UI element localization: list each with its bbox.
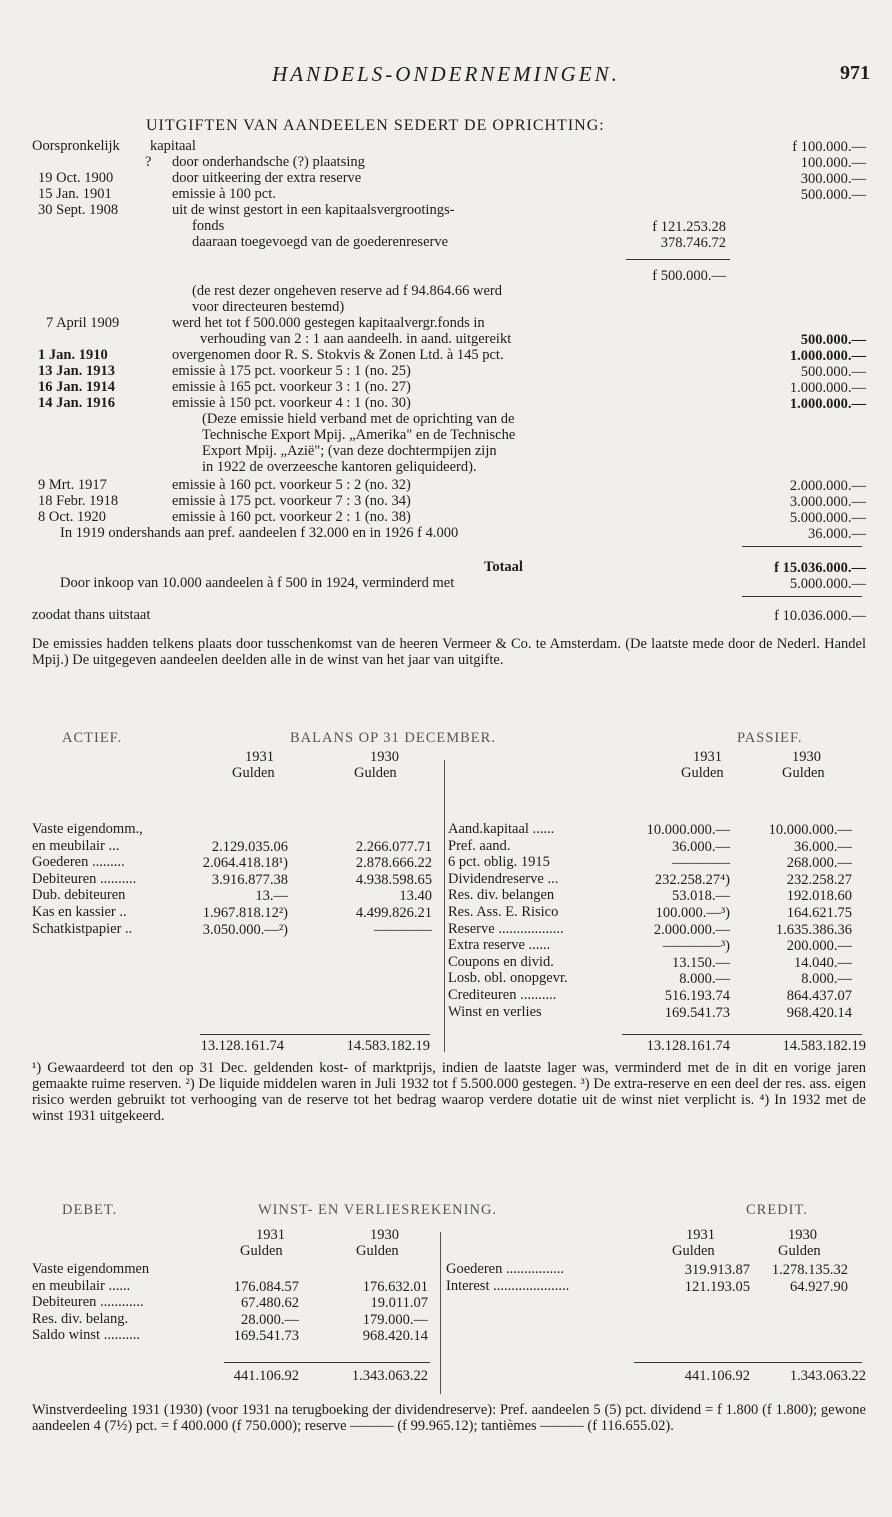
subtotal-amount: f 500.000.—	[652, 268, 726, 284]
passief-total-b: 14.583.182.19	[782, 1038, 866, 1054]
row-label: Dividendreserve ...	[448, 870, 559, 887]
row-value-1930: 268.000.—	[786, 855, 852, 872]
issues-title: UITGIFTEN VAN AANDEELEN SEDERT DE OPRICHTING:	[146, 117, 605, 134]
onderhands-amount: 36.000.—	[808, 526, 866, 542]
debet-total-rule	[224, 1362, 430, 1363]
issue-row-text: emissie à 175 pct. voorkeur 5 : 1 (no. 25)	[172, 363, 411, 379]
actief-total-b: 14.583.182.19	[346, 1038, 430, 1054]
row-value-1931: 13.150.—	[672, 954, 730, 971]
credit-total-rule	[634, 1362, 862, 1363]
row-value-1930: 968.420.14	[786, 1004, 852, 1021]
row-value-1930: 4.499.826.21	[355, 905, 432, 921]
row-value-1931: 2.129.035.06	[211, 838, 288, 855]
issue-row-amount: 300.000.—	[800, 171, 866, 187]
row-value-1931: 67.480.62	[241, 1295, 299, 1312]
balance-right-label: PASSIEF.	[737, 730, 803, 746]
issue-row-text: uit de winst gestort in een kapitaalsvergrootings-	[172, 202, 455, 218]
onderhands-line: In 1919 ondershands aan pref. aandeelen f 32.000 en in 1926 f 4.000	[60, 525, 459, 541]
balance-divider	[444, 760, 445, 1052]
issue-row-date: 30 Sept. 1908	[38, 202, 119, 218]
issue-row-text: emissie à 160 pct. voorkeur 2 : 1 (no. 38)	[172, 509, 411, 525]
deze-note: (Deze emissie hield verband met de oprichting van de	[202, 411, 515, 427]
emissions-paragraph: De emissies hadden telkens plaats door tusschenkomst van de heeren Vermeer & Co. te Amsterdam. (De laatste mede door de Nederl. Handel Mpij.) De uitgegeven aandeelen deelden alle in de winst van het jaar van uitgifte.	[32, 636, 866, 668]
row-label: Res. div. belang.	[32, 1310, 129, 1327]
issue-row-amount: 1.000.000.—	[789, 396, 866, 412]
credit-total-a: 441.106.92	[684, 1368, 750, 1384]
row-value-1931: 516.193.74	[664, 988, 730, 1004]
debet-total-b: 1.343.063.22	[351, 1368, 428, 1384]
row-value-1930: 14.040.—	[794, 954, 852, 971]
issue-row-date: 18 Febr. 1918	[38, 493, 119, 509]
wv-divider	[440, 1232, 441, 1394]
issue-row-date: 9 Mrt. 1917	[38, 477, 107, 493]
deze-note: in 1922 de overzeesche kantoren geliquideerd).	[202, 459, 477, 475]
issue-row-date: 14 Jan. 1916	[38, 395, 115, 411]
row-label: 6 pct. oblig. 1915	[448, 854, 550, 871]
row-value-1931: 53.018.—	[672, 888, 730, 905]
rest-note: (de rest dezer ongeheven reserve ad f 94.864.66 werd	[192, 283, 503, 299]
col-year: 1930	[370, 1227, 399, 1243]
row-label: Vaste eigendomm.,	[32, 821, 143, 837]
col-unit: Gulden	[782, 765, 825, 781]
issue-row-text: door onderhandsche (?) plaatsing	[172, 154, 365, 170]
row-value-1930: 200.000.—	[786, 938, 852, 955]
row-value-1930: 36.000.—	[794, 838, 852, 855]
row-label: Saldo winst ..........	[32, 1327, 140, 1344]
row-value-1930: 1.278.135.32	[771, 1262, 848, 1278]
issue-row-amount: 2.000.000.—	[789, 478, 866, 494]
issue-row-date: 8 Oct. 1920	[38, 509, 107, 525]
zoodat-line: zoodat thans uitstaat	[32, 607, 151, 623]
row-label: Res. Ass. E. Risico	[448, 904, 559, 920]
row-value-1931: 2.064.418.18¹)	[202, 855, 288, 872]
row-value-1931: 169.541.73	[664, 1004, 730, 1021]
running-title: HANDELS-ONDERNEMINGEN.	[272, 62, 620, 86]
issue-row-amount: 3.000.000.—	[789, 494, 866, 510]
row-value-1931: 2.000.000.—	[653, 921, 730, 938]
issue-row-amount: 1.000.000.—	[789, 380, 866, 396]
totaal-amount: f 15.036.000.—	[774, 560, 866, 576]
row-value-1931: 176.084.57	[233, 1278, 299, 1295]
row-value-1930: 1.635.386.36	[775, 921, 852, 938]
issue-row-date: 13 Jan. 1913	[38, 363, 115, 379]
col-unit: Gulden	[232, 765, 275, 781]
row-value-1931: 232.258.27⁴)	[654, 871, 730, 888]
inkoop-amount: 5.000.000.—	[789, 576, 866, 592]
page-header	[0, 58, 892, 92]
col-year: 1931	[693, 749, 722, 765]
row-value-1930: 164.621.75	[786, 905, 852, 921]
issue-row-date: 16 Jan. 1914	[38, 379, 115, 395]
toegevoegd-amount: 378.746.72	[660, 235, 726, 251]
issue-row-amount: f 100.000.—	[792, 139, 866, 155]
april-amount: 500.000.—	[800, 332, 866, 348]
issue-row-amount: 100.000.—	[800, 155, 866, 171]
row-label: Coupons en divid.	[448, 953, 554, 970]
row-label: Extra reserve ......	[448, 937, 551, 954]
row-label: Goederen .........	[32, 854, 125, 871]
issue-row-date: 15 Jan. 1901	[38, 186, 112, 202]
col-year: 1931	[256, 1227, 285, 1243]
row-value-1931: 10.000.000.—	[646, 822, 730, 838]
issue-row-text: emissie à 165 pct. voorkeur 3 : 1 (no. 27)	[172, 379, 411, 395]
row-value-1930: 2.878.666.22	[355, 855, 432, 872]
row-value-1931: 100.000.—³)	[655, 905, 730, 921]
row-label: Dub. debiteuren	[32, 887, 126, 904]
col-unit: Gulden	[778, 1243, 821, 1259]
wv-title: WINST- EN VERLIESREKENING.	[258, 1202, 498, 1218]
page-number: 971	[840, 62, 870, 84]
row-label: Vaste eigendommen	[32, 1261, 150, 1277]
april-date: 7 April 1909	[46, 315, 120, 331]
row-label: Pref. aand.	[448, 837, 511, 854]
row-value-1930: 10.000.000.—	[768, 822, 852, 838]
issue-row-date: Oorspronkelijk	[32, 138, 120, 154]
issue-row-date: 1 Jan. 1910	[38, 347, 108, 363]
row-label: en meubilair ...	[32, 837, 120, 854]
col-unit: Gulden	[354, 765, 397, 781]
net-rule	[742, 596, 862, 597]
row-value-1931: 36.000.—	[672, 838, 730, 855]
col-year: 1930	[792, 749, 821, 765]
row-label: Winst en verlies	[448, 1003, 542, 1020]
issue-row-amount: 500.000.—	[800, 187, 866, 203]
issue-row-amount: 5.000.000.—	[789, 510, 866, 526]
row-value-1930: 864.437.07	[786, 988, 852, 1004]
toegevoegd-line: daaraan toegevoegd van de goederenreserve	[192, 234, 449, 250]
inkoop-line: Door inkoop van 10.000 aandeelen à f 500 in 1924, verminderd met	[60, 575, 455, 591]
issue-row-amount: 500.000.—	[800, 364, 866, 380]
row-label: Res. div. belangen	[448, 887, 555, 904]
totaal-label: Totaal	[484, 559, 523, 575]
issue-row-text: emissie à 150 pct. voorkeur 4 : 1 (no. 30)	[172, 395, 411, 411]
col-year: 1931	[686, 1227, 715, 1243]
col-unit: Gulden	[240, 1243, 283, 1259]
row-value-1931: 3.916.877.38	[211, 871, 288, 888]
wv-right-label: CREDIT.	[746, 1202, 808, 1218]
row-value-1930: 64.927.90	[790, 1278, 848, 1295]
row-label: en meubilair ......	[32, 1277, 131, 1294]
row-value-1930: 968.420.14	[362, 1328, 428, 1345]
row-label: Debiteuren ............	[32, 1294, 144, 1311]
row-value-1931: 8.000.—	[679, 971, 730, 988]
row-value-1931: 28.000.—	[241, 1311, 299, 1328]
row-label: Kas en kassier ..	[32, 904, 127, 920]
row-value-1931: 3.050.000.—²)	[202, 921, 288, 938]
row-label: Aand.kapitaal ......	[448, 821, 555, 837]
balance-title: BALANS OP 31 DECEMBER.	[290, 730, 496, 746]
row-value-1931: 13.—	[255, 888, 288, 905]
col-unit: Gulden	[672, 1243, 715, 1259]
row-value-1931: ————³)	[662, 938, 730, 955]
row-value-1930: 179.000.—	[362, 1311, 428, 1328]
row-value-1930: 19.011.07	[370, 1295, 428, 1312]
issue-row-text: emissie à 100 pct.	[172, 186, 276, 202]
subtotal-rule	[626, 259, 730, 260]
rest-note: voor directeuren bestemd)	[192, 299, 345, 315]
row-value-1931: 1.967.818.12²)	[202, 905, 288, 921]
row-value-1931: 169.541.73	[233, 1328, 299, 1345]
col-year: 1931	[245, 749, 274, 765]
issue-row-text: emissie à 160 pct. voorkeur 5 : 2 (no. 32)	[172, 477, 411, 493]
row-label: Schatkistpapier ..	[32, 920, 133, 937]
row-value-1930: 8.000.—	[801, 971, 852, 988]
col-year: 1930	[788, 1227, 817, 1243]
passief-total-a: 13.128.161.74	[646, 1038, 730, 1054]
row-label: Crediteuren ..........	[448, 987, 557, 1003]
april-text: verhouding van 2 : 1 aan aandeelh. in aand. uitgereikt	[200, 331, 512, 347]
issue-row-amount: 1.000.000.—	[789, 348, 866, 364]
row-value-1930: 232.258.27	[786, 871, 852, 888]
row-label: Reserve ..................	[448, 920, 564, 937]
zoodat-amount: f 10.036.000.—	[774, 608, 866, 624]
issue-row-text: kapitaal	[150, 138, 196, 154]
row-value-1930: 2.266.077.71	[355, 838, 432, 855]
issue-row-date: 19 Oct. 1900	[38, 170, 114, 186]
issue-row-text: door uitkeering der extra reserve	[172, 170, 362, 186]
row-label: Losb. obl. onopgevr.	[448, 970, 568, 987]
row-value-1930: 13.40	[399, 888, 432, 905]
deze-note: Technische Export Mpij. „Amerika" en de Technische	[202, 427, 516, 443]
row-label: Debiteuren ..........	[32, 870, 137, 887]
total-rule	[742, 546, 862, 547]
row-value-1930: 192.018.60	[786, 888, 852, 905]
row-label: Goederen ................	[446, 1261, 564, 1277]
issue-row-text: emissie à 175 pct. voorkeur 7 : 3 (no. 34)	[172, 493, 411, 509]
credit-total-b: 1.343.063.22	[789, 1368, 866, 1384]
winstverdeeling: Winstverdeeling 1931 (1930) (voor 1931 na terugboeking der dividendreserve): Pref. aandeelen 5 (5) pct. dividend = f 1.800 (f 1.800); gewone aandeelen 4 (7½) pct. = f 400.000 (f 750.000); reserve ——— (f 99.965.12); tantièmes ——— (f 116.655.02).	[32, 1402, 866, 1434]
footnotes: ¹) Gewaardeerd tot den op 31 Dec. geldenden kost- of marktprijs, indien de laatste lager was, verminderd met de in dit en vorige jaren gemaakte ruime reserven. ²) De liquide middelen waren in Juli 1932 tot f 5.500.000 gestegen. ³) De extra-reserve en een deel der res. ass. eigen risico werden gebruikt tot verhooging van de reserve tot het bedrag waarop verdere dotatie uit de winst niet verplicht is. ⁴) In 1932 met de winst 1931 uitgekeerd.	[32, 1060, 866, 1124]
issue-row-date: ?	[145, 154, 152, 170]
issue-row-text: overgenomen door R. S. Stokvis & Zonen Ltd. à 145 pct.	[172, 347, 504, 363]
col-unit: Gulden	[681, 765, 724, 781]
row-value-1930: 4.938.598.65	[355, 871, 432, 888]
deze-note: Export Mpij. „Azië"; (van deze dochtermpijen zijn	[202, 443, 497, 459]
passief-total-rule	[622, 1034, 862, 1035]
actief-total-a: 13.128.161.74	[200, 1038, 284, 1054]
fonds-amount: f 121.253.28	[652, 219, 726, 235]
row-value-1930: ————	[374, 921, 432, 938]
col-year: 1930	[370, 749, 399, 765]
row-value-1931: ————	[672, 855, 730, 872]
wv-left-label: DEBET.	[62, 1202, 118, 1218]
debet-total-a: 441.106.92	[233, 1368, 299, 1384]
row-value-1931: 121.193.05	[684, 1278, 750, 1295]
row-label: Interest .....................	[446, 1277, 570, 1294]
row-value-1930: 176.632.01	[362, 1278, 428, 1295]
col-unit: Gulden	[356, 1243, 399, 1259]
fonds-line: fonds	[192, 218, 225, 234]
row-value-1931: 319.913.87	[684, 1262, 750, 1278]
april-text: werd het tot f 500.000 gestegen kapitaalvergr.fonds in	[172, 315, 485, 331]
balance-left-label: ACTIEF.	[62, 730, 123, 746]
actief-total-rule	[200, 1034, 430, 1035]
